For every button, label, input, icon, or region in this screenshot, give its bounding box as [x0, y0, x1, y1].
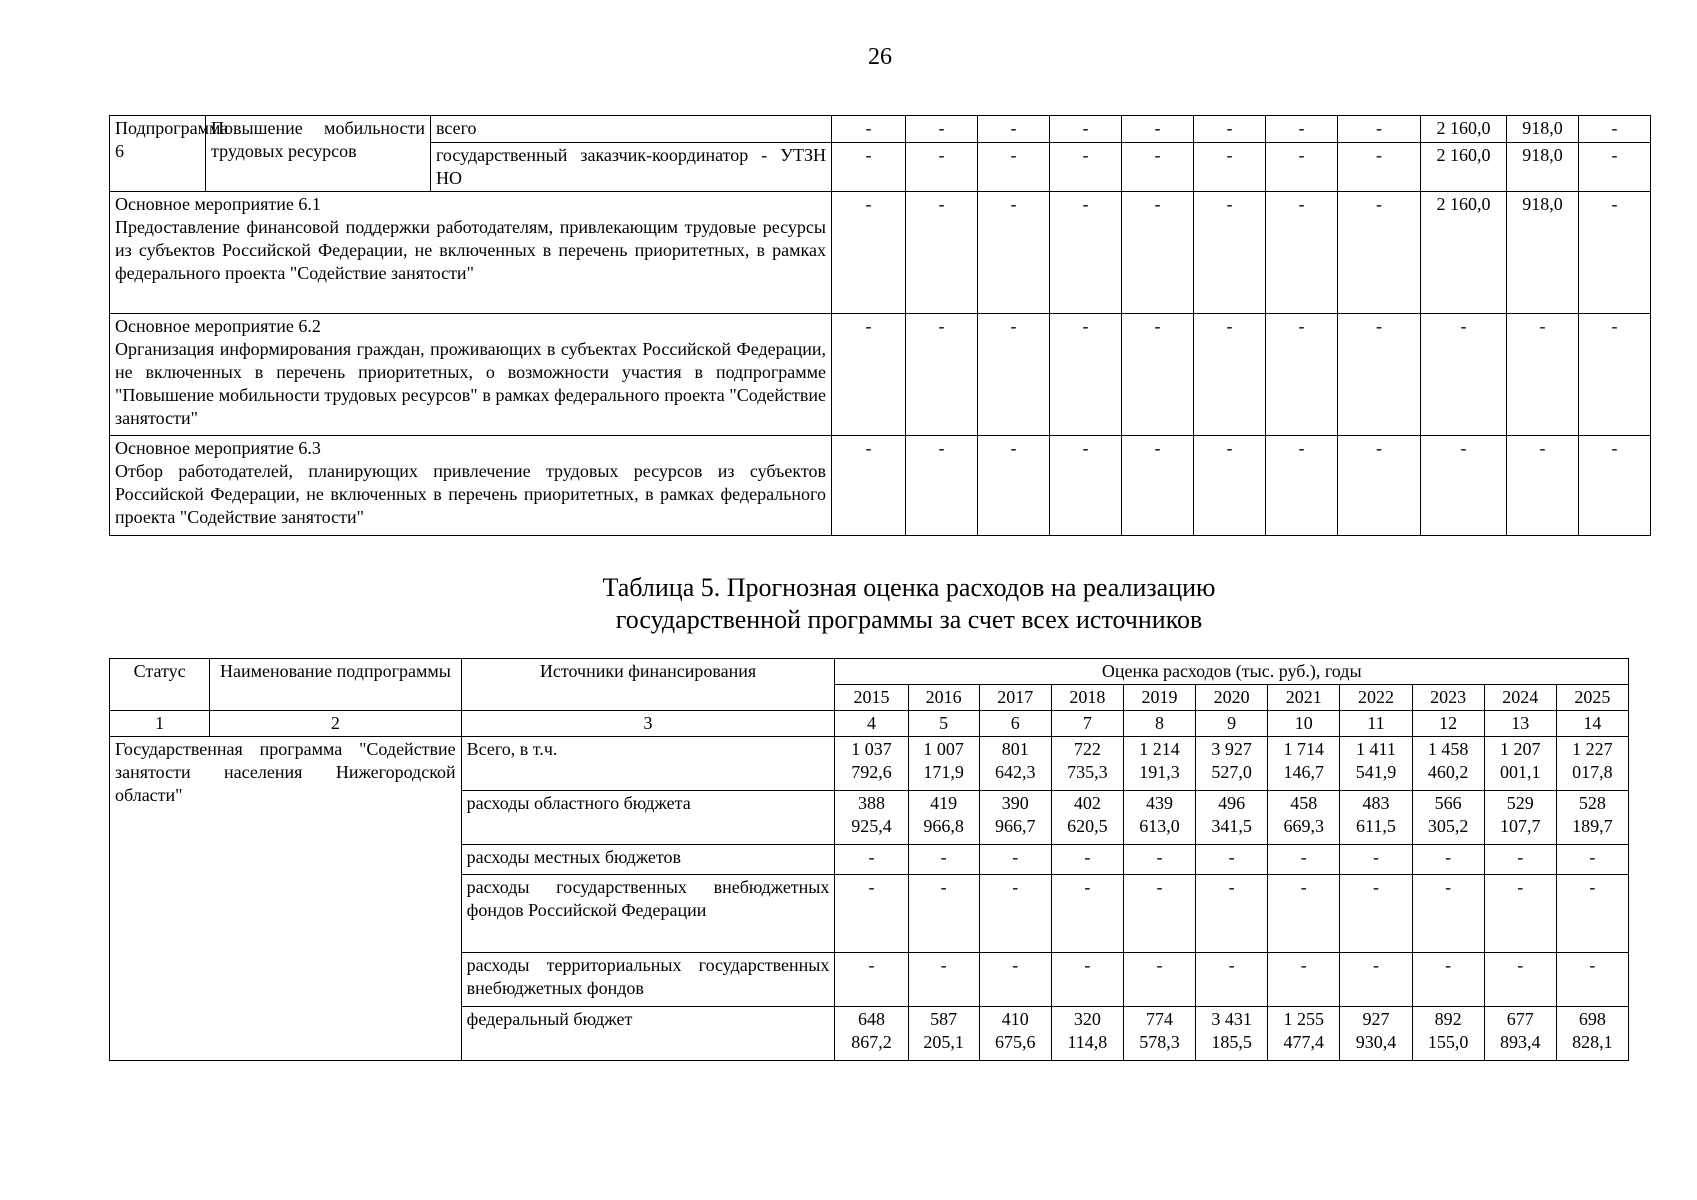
funding-source: Всего, в т.ч. — [461, 737, 835, 791]
year-value: - — [1266, 143, 1338, 192]
year-value: - — [1194, 192, 1266, 314]
column-number: 11 — [1340, 711, 1412, 737]
value-line: - — [1300, 955, 1307, 975]
value-line: 1 714 — [1283, 739, 1325, 759]
value-line: - — [1084, 847, 1091, 867]
subprogram-name: Повышение мобильности трудовых ресурсов — [206, 116, 431, 192]
year-value: - — [978, 314, 1050, 436]
column-number: 4 — [835, 711, 908, 737]
year-value: - — [906, 314, 978, 436]
value-line: 3 927 — [1211, 739, 1252, 759]
year-value: - — [906, 436, 978, 536]
value-line: 527,0 — [1211, 762, 1252, 782]
year-value: - — [1050, 116, 1122, 143]
value-line: 677 — [1506, 1009, 1534, 1029]
year-value — [1484, 875, 1556, 953]
value-line: 114,8 — [1067, 1032, 1108, 1052]
value-line: 146,7 — [1283, 762, 1325, 782]
column-number: 6 — [979, 711, 1051, 737]
year-value: 2 160,0 — [1421, 116, 1507, 143]
value-line: - — [940, 877, 947, 897]
year-value — [1123, 1007, 1195, 1061]
value-line: 155,0 — [1427, 1032, 1469, 1052]
header-year: 2018 — [1051, 685, 1123, 711]
year-value: - — [1579, 436, 1651, 536]
year-value: - — [1266, 192, 1338, 314]
value-line: 1 037 — [851, 739, 892, 759]
year-value — [1051, 875, 1123, 953]
value-line: 388 — [857, 793, 885, 813]
value-line: 460,2 — [1427, 762, 1469, 782]
program-name: Государственная программа "Содействие занятости населения Нижегородской области" — [110, 737, 462, 1061]
value-line: - — [1372, 877, 1379, 897]
value-line: 191,3 — [1139, 762, 1180, 782]
value-line: - — [1445, 955, 1452, 975]
year-value — [1484, 953, 1556, 1007]
measure-title: Основное мероприятие 6.3 — [115, 438, 321, 458]
year-value — [1268, 791, 1340, 845]
year-value — [908, 791, 979, 845]
header-status: Статус — [110, 659, 210, 711]
value-line: 587 — [930, 1009, 958, 1029]
table-caption-line-2: государственной программы за счет всех источников — [615, 605, 1203, 634]
year-value: - — [1421, 314, 1507, 436]
year-value: - — [1122, 314, 1194, 436]
year-value: 918,0 — [1507, 116, 1579, 143]
value-line: - — [1012, 877, 1019, 897]
year-value — [908, 953, 979, 1007]
year-value: - — [1194, 143, 1266, 192]
year-value: - — [1050, 143, 1122, 192]
year-value — [1268, 953, 1340, 1007]
column-numbers-row — [110, 711, 1629, 737]
year-value — [1196, 845, 1268, 875]
value-line: 801 — [1001, 739, 1029, 759]
value-line: 107,7 — [1499, 816, 1541, 836]
value-line: 927 — [1362, 1009, 1390, 1029]
year-value: 918,0 — [1507, 143, 1579, 192]
value-line: 439 — [1146, 793, 1174, 813]
column-number: 14 — [1556, 711, 1628, 737]
value-line: - — [1517, 955, 1524, 975]
year-value — [908, 1007, 979, 1061]
value-line: 620,5 — [1067, 816, 1108, 836]
year-value — [979, 791, 1051, 845]
year-value: - — [1507, 436, 1579, 536]
year-value — [835, 737, 908, 791]
year-value — [979, 845, 1051, 875]
value-line: 774 — [1146, 1009, 1174, 1029]
funding-row — [110, 737, 1629, 791]
value-line: 529 — [1506, 793, 1534, 813]
measure-description — [110, 314, 832, 436]
year-value: - — [978, 436, 1050, 536]
year-value: - — [1122, 143, 1194, 192]
funding-source: расходы областного бюджета — [461, 791, 835, 845]
value-line: - — [1228, 955, 1235, 975]
value-line: 205,1 — [923, 1032, 964, 1052]
column-number: 2 — [210, 711, 461, 737]
value-line: 1 227 — [1572, 739, 1613, 759]
measure-row — [110, 314, 1651, 436]
header-year: 2017 — [979, 685, 1051, 711]
value-line: - — [1517, 877, 1524, 897]
value-line: 648 — [857, 1009, 885, 1029]
value-line: 966,7 — [994, 816, 1036, 836]
value-line: 566 — [1434, 793, 1462, 813]
value-line: - — [1589, 847, 1596, 867]
year-value: - — [1122, 192, 1194, 314]
year-value — [1340, 845, 1412, 875]
value-line: 541,9 — [1355, 762, 1397, 782]
year-value — [1268, 875, 1340, 953]
header-subprogram-name: Наименование подпрограммы — [210, 659, 461, 711]
subprogram-6-table — [109, 115, 1651, 536]
value-line: 1 214 — [1139, 739, 1180, 759]
header-year: 2023 — [1412, 685, 1484, 711]
measure-row — [110, 436, 1651, 536]
year-value — [1051, 1007, 1123, 1061]
value-line: - — [1589, 955, 1596, 975]
year-value — [1340, 875, 1412, 953]
year-value — [1484, 845, 1556, 875]
value-line: - — [1445, 847, 1452, 867]
year-value: - — [906, 192, 978, 314]
year-value: 2 160,0 — [1421, 143, 1507, 192]
value-line: 528 — [1578, 793, 1606, 813]
year-value: 2 160,0 — [1421, 192, 1507, 314]
value-line: 1 255 — [1283, 1009, 1325, 1029]
year-value — [979, 953, 1051, 1007]
year-value: - — [1050, 436, 1122, 536]
year-value — [1412, 875, 1484, 953]
year-value: - — [1338, 314, 1421, 436]
column-number: 10 — [1268, 711, 1340, 737]
value-line: 698 — [1578, 1009, 1606, 1029]
value-line: 1 411 — [1356, 739, 1396, 759]
value-line: 1 458 — [1427, 739, 1469, 759]
year-value — [1484, 1007, 1556, 1061]
year-value — [1340, 791, 1412, 845]
expense-estimate-table-body — [110, 659, 1629, 1061]
year-value — [1556, 875, 1628, 953]
value-line: 341,5 — [1211, 816, 1252, 836]
year-value — [1268, 1007, 1340, 1061]
value-line: 419 — [930, 793, 958, 813]
value-line: - — [868, 877, 875, 897]
measure-title: Основное мероприятие 6.2 — [115, 316, 321, 336]
year-value — [979, 875, 1051, 953]
year-value — [1196, 791, 1268, 845]
year-value — [1340, 737, 1412, 791]
year-value — [835, 875, 908, 953]
year-value — [1051, 791, 1123, 845]
value-line: 458 — [1290, 793, 1318, 813]
year-value — [1123, 791, 1195, 845]
year-value: - — [832, 143, 906, 192]
year-value: - — [1194, 116, 1266, 143]
value-line: - — [1589, 877, 1596, 897]
value-line: 613,0 — [1139, 816, 1180, 836]
value-line: - — [1445, 877, 1452, 897]
value-line: 611,5 — [1356, 816, 1396, 836]
value-line: - — [1012, 955, 1019, 975]
value-line: 893,4 — [1499, 1032, 1541, 1052]
header-year: 2020 — [1196, 685, 1268, 711]
funding-source: всего — [431, 116, 832, 143]
measure-text: Предоставление финансовой поддержки работодателям, привлекающим трудовые ресурсы из субъектов Российской Федерации, не включенных в перечень приоритетных, в рамках федерального проекта "Содействие занятости" — [115, 217, 826, 283]
value-line: - — [1156, 847, 1163, 867]
funding-source: расходы государственных внебюджетных фондов Российской Федерации — [461, 875, 835, 953]
year-value: - — [1266, 436, 1338, 536]
year-value: - — [1122, 116, 1194, 143]
year-value — [1268, 845, 1340, 875]
header-funding-sources: Источники финансирования — [461, 659, 835, 711]
year-value — [1123, 737, 1195, 791]
year-value — [1123, 845, 1195, 875]
year-value: - — [1579, 116, 1651, 143]
year-value — [1340, 953, 1412, 1007]
year-value — [1196, 953, 1268, 1007]
column-number: 9 — [1196, 711, 1268, 737]
value-line: 305,2 — [1427, 816, 1469, 836]
year-value: - — [1194, 314, 1266, 436]
year-value — [835, 845, 908, 875]
year-value: - — [1338, 116, 1421, 143]
year-value — [1412, 845, 1484, 875]
year-value: - — [1194, 436, 1266, 536]
value-line: 483 — [1362, 793, 1390, 813]
value-line: 390 — [1001, 793, 1029, 813]
year-value: - — [978, 116, 1050, 143]
value-line: 189,7 — [1572, 816, 1613, 836]
header-year: 2016 — [908, 685, 979, 711]
year-value — [979, 737, 1051, 791]
value-line: - — [1228, 877, 1235, 897]
year-value: - — [832, 314, 906, 436]
value-line: - — [1156, 955, 1163, 975]
year-value: - — [1421, 436, 1507, 536]
value-line: 017,8 — [1572, 762, 1613, 782]
value-line: - — [1300, 877, 1307, 897]
column-number: 3 — [461, 711, 835, 737]
value-line: 496 — [1218, 793, 1246, 813]
year-value: - — [1266, 116, 1338, 143]
column-number: 5 — [908, 711, 979, 737]
year-value: 918,0 — [1507, 192, 1579, 314]
value-line: 320 — [1073, 1009, 1101, 1029]
header-year: 2025 — [1556, 685, 1628, 711]
year-value — [1051, 737, 1123, 791]
year-value — [1196, 875, 1268, 953]
year-value — [1484, 737, 1556, 791]
value-line: 578,3 — [1139, 1032, 1180, 1052]
year-value — [1556, 845, 1628, 875]
year-value: - — [906, 116, 978, 143]
subprogram-row — [110, 116, 1651, 143]
value-line: - — [1156, 877, 1163, 897]
value-line: 966,8 — [923, 816, 964, 836]
year-value — [1412, 791, 1484, 845]
header-expense-estimate: Оценка расходов (тыс. руб.), годы — [835, 659, 1629, 685]
value-line: 925,4 — [851, 816, 892, 836]
value-line: 735,3 — [1067, 762, 1108, 782]
funding-source: федеральный бюджет — [461, 1007, 835, 1061]
value-line: 402 — [1073, 793, 1101, 813]
funding-source: государственный заказчик-координатор - УТЗН НО — [431, 143, 832, 192]
year-value: - — [1050, 192, 1122, 314]
year-value: - — [1579, 314, 1651, 436]
year-value: - — [1338, 143, 1421, 192]
year-value — [1268, 737, 1340, 791]
column-number: 8 — [1123, 711, 1195, 737]
value-line: - — [940, 955, 947, 975]
value-line: - — [1372, 955, 1379, 975]
year-value — [1556, 953, 1628, 1007]
measure-text: Отбор работодателей, планирующих привлечение трудовых ресурсов из субъектов Российской Федерации, не включенных в перечень приоритетных, в рамках федерального проекта "Содействие занятости" — [115, 461, 826, 527]
funding-source: расходы территориальных государственных внебюджетных фондов — [461, 953, 835, 1007]
year-value: - — [1579, 143, 1651, 192]
column-number: 13 — [1484, 711, 1556, 737]
year-value: - — [906, 143, 978, 192]
value-line: 669,3 — [1283, 816, 1325, 836]
table-caption-line-1: Таблица 5. Прогнозная оценка расходов на реализацию — [602, 573, 1216, 602]
header-year: 2021 — [1268, 685, 1340, 711]
header-year: 2015 — [835, 685, 908, 711]
year-value — [1412, 737, 1484, 791]
year-value — [979, 1007, 1051, 1061]
measure-title: Основное мероприятие 6.1 — [115, 194, 321, 214]
year-value — [908, 737, 979, 791]
year-value — [1340, 1007, 1412, 1061]
measure-description — [110, 436, 832, 536]
value-line: 892 — [1434, 1009, 1462, 1029]
year-value: - — [1266, 314, 1338, 436]
year-value: - — [1338, 436, 1421, 536]
value-line: 3 431 — [1211, 1009, 1252, 1029]
column-number: 7 — [1051, 711, 1123, 737]
value-line: 867,2 — [851, 1032, 892, 1052]
page-number: 26 — [868, 44, 892, 70]
year-value: - — [978, 143, 1050, 192]
expense-estimate-table — [109, 658, 1629, 1061]
year-value — [1412, 953, 1484, 1007]
year-value — [1556, 1007, 1628, 1061]
year-value — [835, 791, 908, 845]
year-value — [1051, 953, 1123, 1007]
year-value — [908, 875, 979, 953]
year-value: - — [1507, 314, 1579, 436]
value-line: 410 — [1001, 1009, 1029, 1029]
value-line: - — [1084, 877, 1091, 897]
column-number: 12 — [1412, 711, 1484, 737]
value-line: 722 — [1073, 739, 1101, 759]
value-line: 828,1 — [1572, 1032, 1613, 1052]
year-value: - — [832, 116, 906, 143]
year-value — [1196, 1007, 1268, 1061]
year-value — [1123, 875, 1195, 953]
value-line: - — [940, 847, 947, 867]
measure-text: Организация информирования граждан, проживающих в субъектах Российской Федерации, не включенных в перечень приоритетных, о возможности участия в подпрограмме "Повышение мобильности трудовых ресурсов" в рамках федерального проекта "Содействие занятости" — [115, 339, 826, 428]
year-value: - — [832, 436, 906, 536]
value-line: - — [1517, 847, 1524, 867]
value-line: 1 207 — [1499, 739, 1541, 759]
year-value — [908, 845, 979, 875]
header-year: 2019 — [1123, 685, 1195, 711]
year-value: - — [1050, 314, 1122, 436]
measure-description — [110, 192, 832, 314]
year-value — [835, 953, 908, 1007]
year-value: - — [1579, 192, 1651, 314]
value-line: 1 007 — [923, 739, 964, 759]
column-number: 1 — [110, 711, 210, 737]
value-line: 930,4 — [1355, 1032, 1397, 1052]
header-year: 2022 — [1340, 685, 1412, 711]
year-value: - — [1338, 192, 1421, 314]
subprogram-6-table-body — [110, 116, 1651, 536]
value-line: 792,6 — [851, 762, 892, 782]
year-value — [1556, 791, 1628, 845]
year-value — [1556, 737, 1628, 791]
value-line: - — [1084, 955, 1091, 975]
value-line: 477,4 — [1283, 1032, 1325, 1052]
year-value: - — [1122, 436, 1194, 536]
year-value — [1412, 1007, 1484, 1061]
value-line: 171,9 — [923, 762, 964, 782]
subprogram-status: Подпрограмма 6 — [110, 116, 206, 192]
year-value — [1051, 845, 1123, 875]
measure-row — [110, 192, 1651, 314]
value-line: - — [1300, 847, 1307, 867]
header-year: 2024 — [1484, 685, 1556, 711]
value-line: 185,5 — [1211, 1032, 1252, 1052]
year-value: - — [832, 192, 906, 314]
funding-source: расходы местных бюджетов — [461, 845, 835, 875]
value-line: 642,3 — [994, 762, 1036, 782]
table-caption — [409, 572, 1409, 636]
value-line: - — [868, 955, 875, 975]
year-value — [1196, 737, 1268, 791]
value-line: 001,1 — [1499, 762, 1541, 782]
value-line: - — [1012, 847, 1019, 867]
year-value: - — [978, 192, 1050, 314]
header-row — [110, 659, 1629, 685]
value-line: - — [1228, 847, 1235, 867]
year-value — [835, 1007, 908, 1061]
year-value — [1123, 953, 1195, 1007]
value-line: 675,6 — [994, 1032, 1036, 1052]
value-line: - — [868, 847, 875, 867]
year-value — [1484, 791, 1556, 845]
value-line: - — [1372, 847, 1379, 867]
